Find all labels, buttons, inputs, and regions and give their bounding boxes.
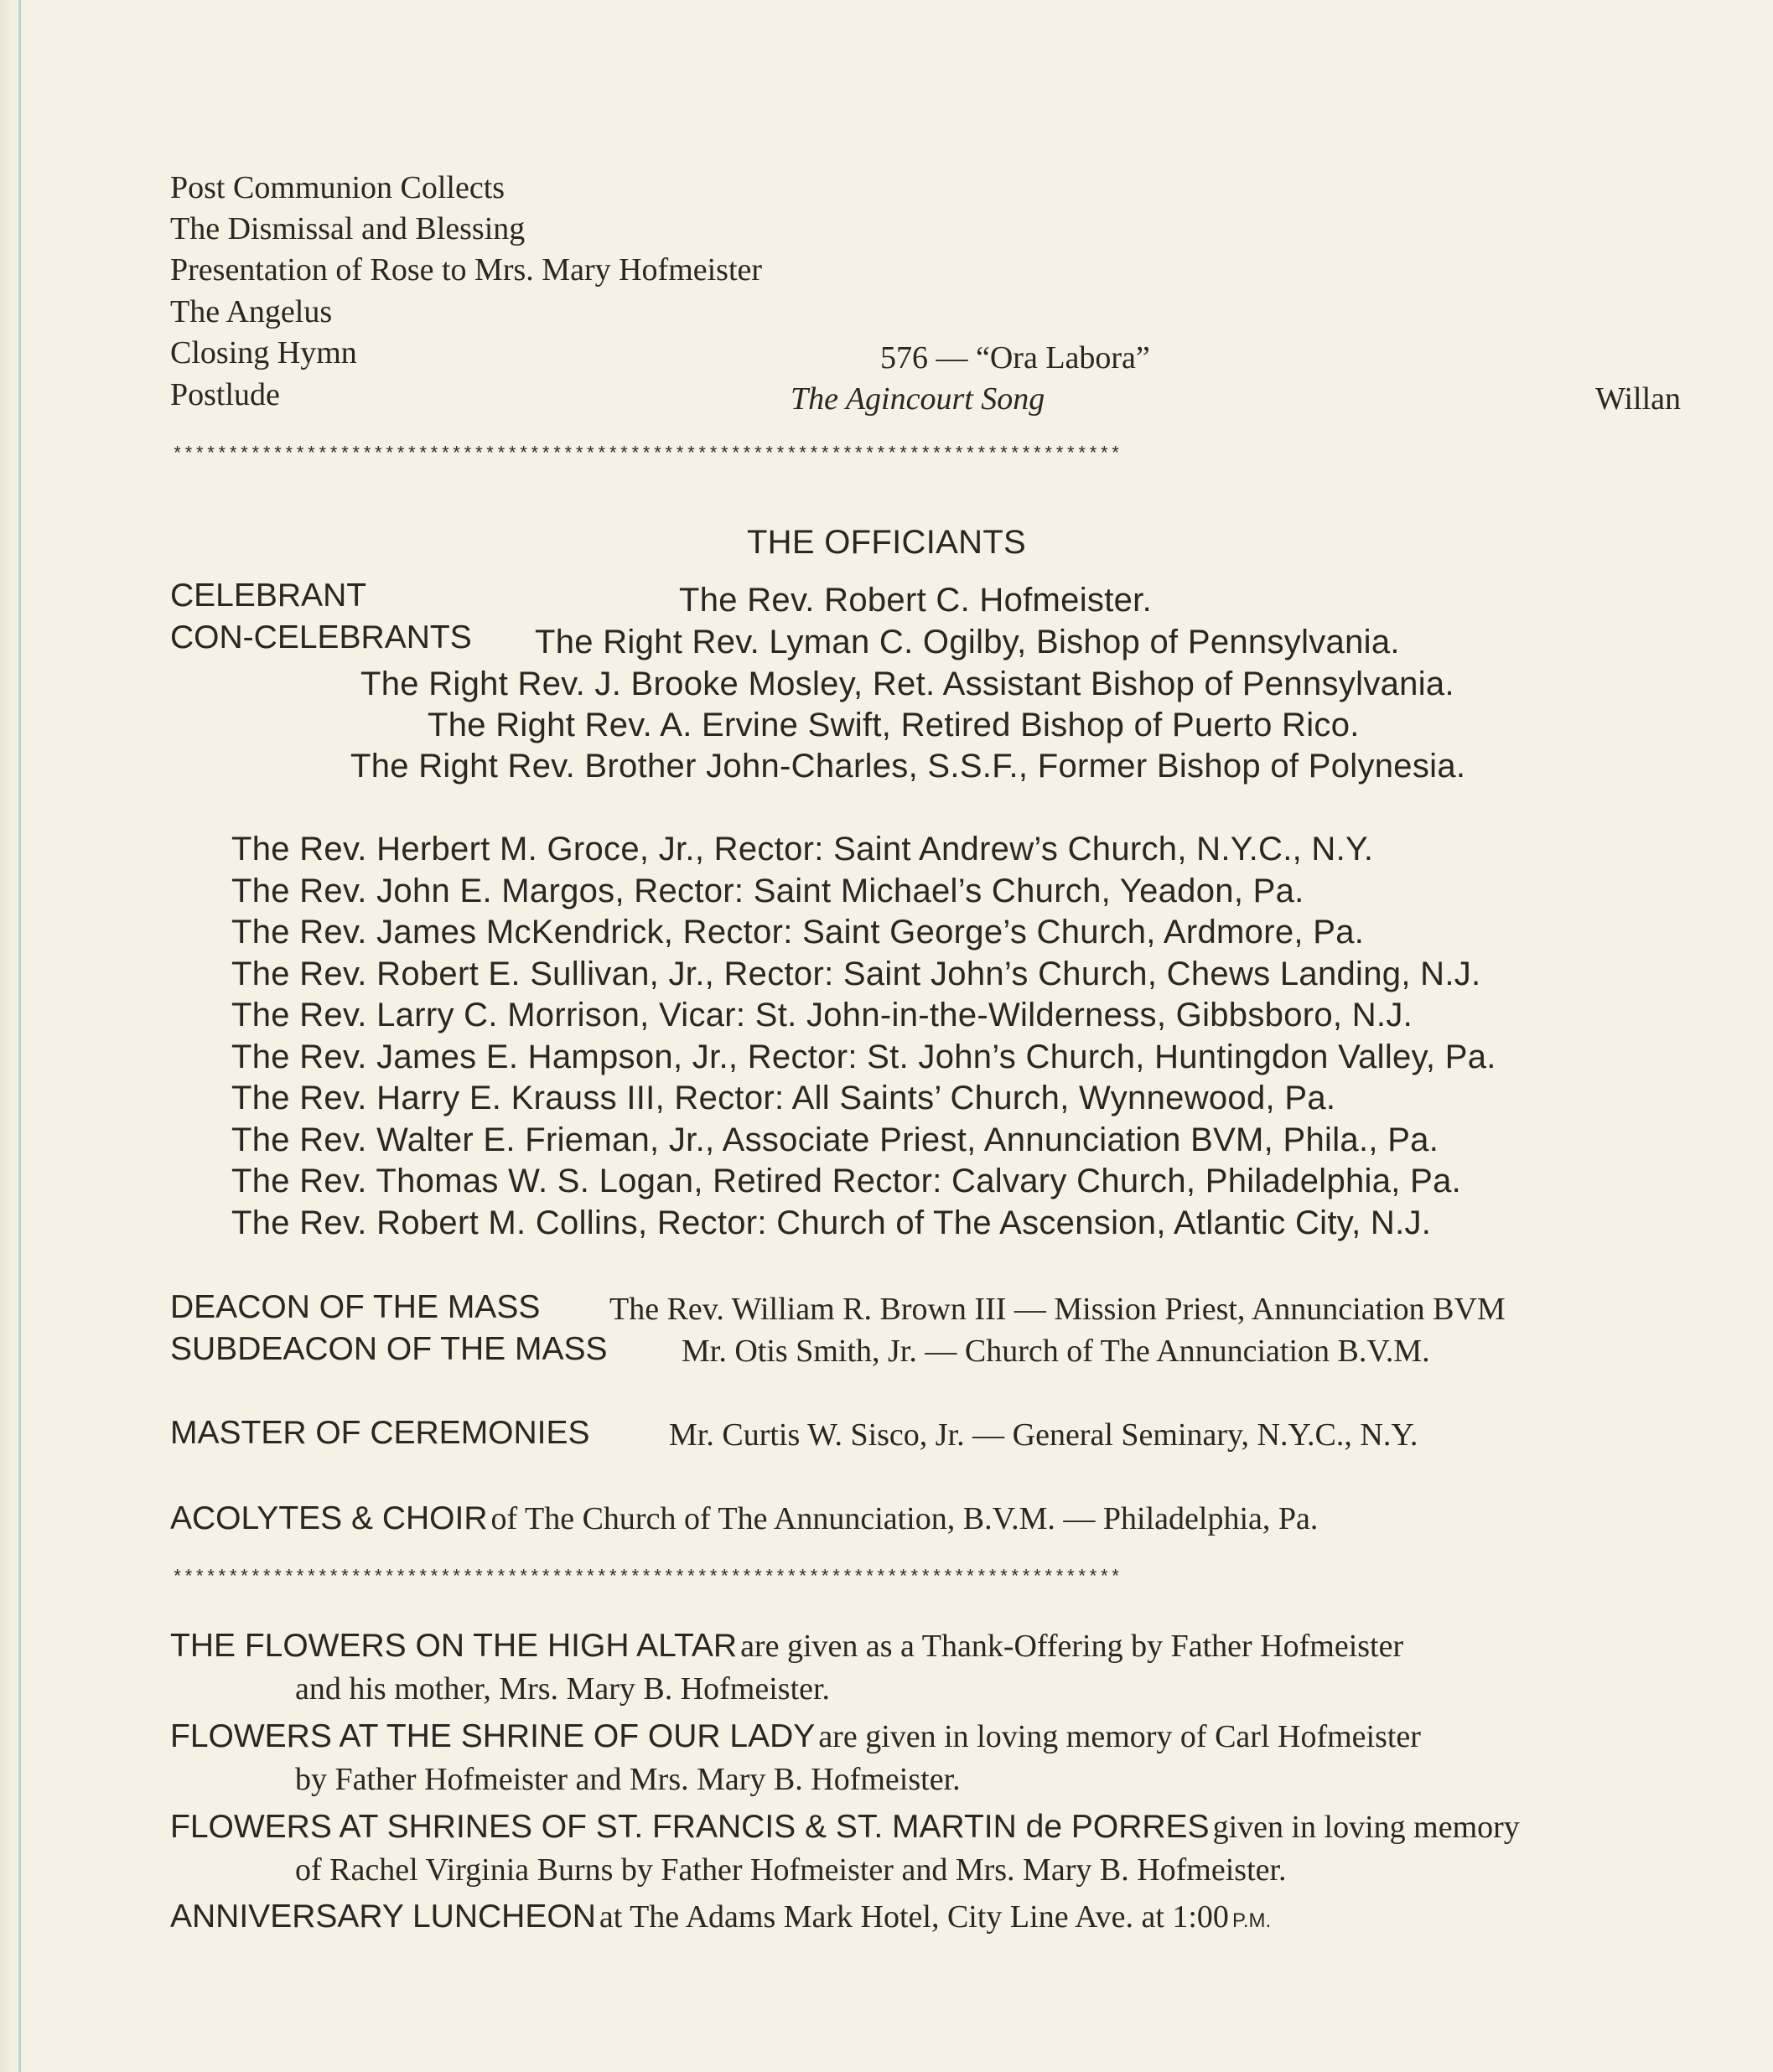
separator: *************************************************************************************: [172, 1567, 1122, 1588]
priest-entry: The Rev. Robert E. Sullivan, Jr., Rector: Saint John’s Church, Chews Landing, N.J.: [231, 956, 1481, 992]
flowers-entry: [170, 1718, 1421, 1755]
priest-entry: The Rev. Herbert M. Groce, Jr., Rector: Saint Andrew’s Church, N.Y.C., N.Y.: [231, 831, 1374, 868]
luncheon-pm: P.M.: [1231, 1909, 1272, 1932]
acolytes-label: ACOLYTES & CHOIR: [170, 1500, 488, 1536]
service-item: Post Communion Collects: [170, 170, 505, 205]
flowers-text-cont: by Father Hofmeister and Mrs. Mary B. Hofmeister.: [295, 1762, 961, 1797]
acolytes-line: [170, 1500, 1318, 1537]
officiants-heading: THE OFFICIANTS: [746, 524, 1027, 561]
priest-entry: The Rev. Harry E. Krauss III, Rector: All Saints’ Church, Wynnewood, Pa.: [231, 1080, 1336, 1116]
closing-hymn-label: Closing Hymn: [170, 335, 357, 370]
flowers-text: are given as a Thank-Offering by Father Hofmeister: [740, 1629, 1404, 1664]
flowers-text: are given in loving memory of Carl Hofmeister: [818, 1719, 1421, 1754]
master-value: Mr. Curtis W. Sisco, Jr. — General Seminary, N.Y.C., N.Y.: [669, 1417, 1418, 1453]
page-edge: [18, 0, 21, 2072]
postlude-composer: Willan: [1595, 381, 1681, 417]
subdeacon-value: Mr. Otis Smith, Jr. — Church of The Annunciation B.V.M.: [682, 1334, 1430, 1369]
concelebrants-label: CON-CELEBRANTS: [170, 619, 472, 655]
celebrant-name: The Rev. Robert C. Hofmeister.: [679, 582, 1152, 619]
acolytes-value: of The Church of The Annunciation, B.V.M. — Philadelphia, Pa.: [490, 1501, 1319, 1536]
celebrant-label: CELEBRANT: [170, 578, 367, 614]
luncheon-label: ANNIVERSARY LUNCHEON: [170, 1898, 596, 1935]
bishop-entry: The Right Rev. A. Ervine Swift, Retired Bishop of Puerto Rico.: [428, 707, 1360, 743]
flowers-label: FLOWERS AT THE SHRINE OF OUR LADY: [170, 1718, 816, 1754]
flowers-text: given in loving memory: [1212, 1810, 1520, 1845]
service-item: Presentation of Rose to Mrs. Mary Hofmeister: [170, 252, 763, 287]
separator: *************************************************************************************: [172, 444, 1122, 465]
priest-entry: The Rev. Larry C. Morrison, Vicar: St. John-in-the-Wilderness, Gibbsboro, N.J.: [231, 997, 1413, 1033]
priest-entry: The Rev. James McKendrick, Rector: Saint George’s Church, Ardmore, Pa.: [231, 914, 1365, 951]
priest-entry: The Rev. Robert M. Collins, Rector: Church of The Ascension, Atlantic City, N.J.: [231, 1204, 1432, 1241]
priest-entry: The Rev. Walter E. Frieman, Jr., Associate Priest, Annunciation BVM, Phila., Pa.: [231, 1121, 1439, 1158]
closing-hymn-value: 576 — “Ora Labora”: [880, 340, 1150, 376]
flowers-text-cont: and his mother, Mrs. Mary B. Hofmeister.: [295, 1671, 831, 1707]
service-item: The Dismissal and Blessing: [170, 211, 526, 246]
flowers-text-cont: of Rachel Virginia Burns by Father Hofmeister and Mrs. Mary B. Hofmeister.: [295, 1852, 1287, 1888]
master-label: MASTER OF CEREMONIES: [170, 1415, 590, 1451]
flowers-label: THE FLOWERS ON THE HIGH ALTAR: [170, 1628, 738, 1664]
flowers-entry: [170, 1809, 1520, 1846]
postlude-label: Postlude: [170, 377, 280, 412]
priest-entry: The Rev. John E. Margos, Rector: Saint Michael’s Church, Yeadon, Pa.: [231, 873, 1304, 909]
flowers-label: FLOWERS AT SHRINES OF ST. FRANCIS & ST. MARTIN de PORRES: [170, 1809, 1210, 1845]
service-item: The Angelus: [170, 294, 333, 329]
flowers-entry: [170, 1628, 1403, 1665]
postlude-title: The Agincourt Song: [791, 381, 1045, 417]
subdeacon-label: SUBDEACON OF THE MASS: [170, 1331, 608, 1367]
luncheon-line: [170, 1898, 1271, 1935]
bishop-entry: The Right Rev. J. Brooke Mosley, Ret. Assistant Bishop of Pennsylvania.: [360, 666, 1454, 702]
deacon-value: The Rev. William R. Brown III — Mission Priest, Annunciation BVM: [609, 1292, 1506, 1327]
bishop-entry: The Right Rev. Lyman C. Ogilby, Bishop of Pennsylvania.: [535, 624, 1400, 660]
priest-entry: The Rev. James E. Hampson, Jr., Rector: St. John’s Church, Huntingdon Valley, Pa.: [231, 1039, 1496, 1075]
priest-entry: The Rev. Thomas W. S. Logan, Retired Rector: Calvary Church, Philadelphia, Pa.: [231, 1163, 1462, 1199]
bishop-entry: The Right Rev. Brother John-Charles, S.S.F., Former Bishop of Polynesia.: [350, 748, 1466, 785]
deacon-label: DEACON OF THE MASS: [170, 1289, 541, 1325]
luncheon-text: at The Adams Mark Hotel, City Line Ave. at 1:00: [599, 1899, 1229, 1935]
